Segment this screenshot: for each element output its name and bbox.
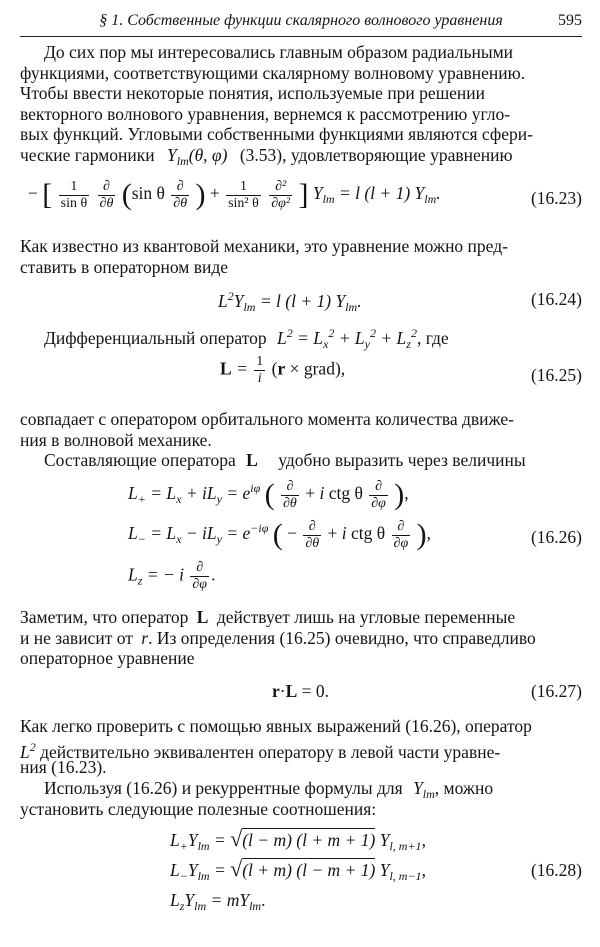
equation-label: (16.24) xyxy=(530,289,582,309)
equation-16-26-line-1: $L_+ = L_x + iL_y = e^{i\varphi}$ ( $\frac{\partial}{\partial\theta}$ + i ctg θ $\frac{\partial}{\partial\varphi}$ ), xyxy=(128,478,409,511)
equation-16-25: L = $\frac{1}{i}$ (r × grad), xyxy=(220,354,346,386)
text-line: Дифференциальный оператор $L^2 = L_x^2 + L_y^2 + L_z^2$, где xyxy=(44,326,449,351)
text-line: функциями, соответствующими скалярному волновому уравнению. xyxy=(20,62,526,83)
text-line: Составляющие оператора L удобно выразить через величины xyxy=(44,450,526,470)
text-line: Как известно из квантовой механики, это уравнение можно пред- xyxy=(20,236,508,256)
equation-16-28-line-1: $L_+Y_{lm} = √(l - m) (l + m + 1)$ $Y_{l, m+1}$, xyxy=(170,826,426,853)
text-line: установить следующие полезные соотношения: xyxy=(20,798,377,819)
paragraph-equivalence xyxy=(20,716,585,778)
equation-16-23: − [ $\frac{1}{\text{sin θ}}$ $\frac{\partial}{\partial\theta}$ (sin θ $\frac{\partial}{\partial\theta}$ ) + $\frac{1}{\text{sin² θ}}$ $\frac{\text{∂²}}{\text{∂φ²}}$ ] $Y_{lm} = l$ (l + 1) $Y_{lm}$. xyxy=(28,178,441,211)
equation-label: (16.25) xyxy=(530,365,582,385)
header-rule xyxy=(20,36,582,37)
text-line: операторное уравнение xyxy=(20,648,195,668)
paragraph-intro xyxy=(20,42,585,168)
equation-16-26-line-3: $L_z$ = − i $\frac{\partial}{\partial\varphi}$ . xyxy=(128,560,216,592)
running-title: § 1. Собственные функции скалярного волнового уравнения xyxy=(99,12,503,29)
equation-16-27: r·L = 0. xyxy=(272,681,330,701)
text-line: Используя (16.26) и рекуррентные формулы для $Y_{lm}$, можно xyxy=(44,778,494,801)
page-number: 595 xyxy=(558,12,582,29)
text-line: До сих пор мы интересовались главным образом радиальными xyxy=(44,42,514,62)
paragraph-recurrence xyxy=(20,778,585,819)
text-line: ческие гармоники $Y_{lm}(\theta$, φ) (3.53), удовлетворяющие уравнению xyxy=(20,144,513,168)
text-line: и не зависит от r. Из определения (16.25) очевидно, что справедливо xyxy=(20,627,536,648)
paragraph-components xyxy=(20,450,585,471)
equation-16-28-line-3: $L_zY_{lm} = mY_{lm}$. xyxy=(170,890,266,913)
text-line: векторного волнового уравнения, вернемся к рассмотрению угло- xyxy=(20,103,511,124)
equation-16-24: $L^2Y_{lm} = l$ (l + 1) $Y_{lm}$. xyxy=(218,289,362,314)
text-line: Чтобы ввести некоторые понятия, используемые при решении xyxy=(20,83,486,103)
text-line: ния в волновой механике. xyxy=(20,429,212,450)
equation-label: (16.23) xyxy=(530,188,582,208)
equation-16-28-line-2: $L_-Y_{lm} = √(l + m) (l - m + 1)$ $Y_{l, m-1}$, xyxy=(170,856,426,883)
paragraph-operator-form xyxy=(20,236,585,277)
text-line: ставить в операторном виде xyxy=(20,256,229,277)
paragraph-orbital-moment xyxy=(20,409,585,450)
equation-label: (16.26) xyxy=(530,527,582,547)
equation-label: (16.27) xyxy=(530,681,582,701)
text-line: Заметим, что оператор L действует лишь на угловые переменные xyxy=(20,607,516,627)
text-line: вых функций. Угловыми собственными функциями являются сфери- xyxy=(20,124,533,144)
text-line: Как легко проверить с помощью явных выражений (16.26), оператор xyxy=(20,716,532,736)
running-header xyxy=(20,6,582,32)
text-line: совпадает с оператором орбитального момента количества движе- xyxy=(20,409,515,429)
equation-16-26-line-2: $L_- = L_x - iL_y = e^{-i\varphi}$ ( − $\frac{\partial}{\partial\theta}$ + i ctg θ $\frac{\partial}{\partial\varphi}$ ), xyxy=(128,518,431,551)
paragraph-angular-variables xyxy=(20,607,585,669)
paragraph-differential-operator xyxy=(20,323,585,351)
text-line: $L^2$ действительно эквивалентен оператору в левой части уравне- xyxy=(20,739,501,762)
equation-label: (16.28) xyxy=(530,860,582,880)
text-line: ния (16.23). xyxy=(20,757,107,777)
